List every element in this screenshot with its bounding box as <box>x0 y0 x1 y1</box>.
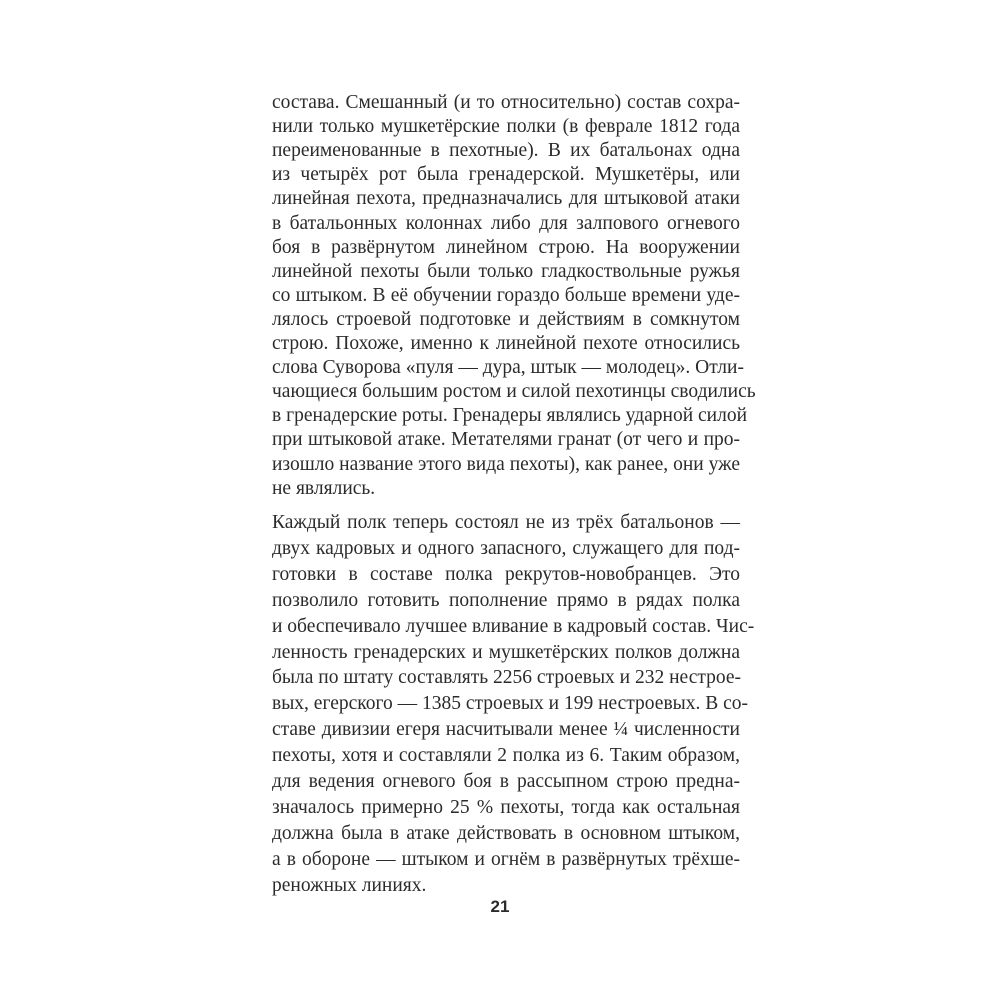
text-line: чающиеся большим ростом и силой пехотинцы сводились <box>272 381 756 403</box>
text-line: изошло название этого вида пехоты), как ранее, они уже <box>272 453 740 475</box>
text-line: линейная пехота, предназначались для штыковой атаки <box>272 188 740 210</box>
text-line: при штыковой атаке. Метателями гранат (от чего и про- <box>272 429 740 451</box>
text-line: вых, егерского — 1385 строевых и 199 нестроевых. В со- <box>272 693 749 715</box>
text-line: и обеспечивало лучшее вливание в кадровый состав. Чис- <box>272 615 755 637</box>
text-line: пехоты, хотя и составляли 2 полка из 6. Таким образом, <box>272 745 740 767</box>
text-line: боя в развёрнутом линейном строю. На вооружении <box>272 236 740 258</box>
text-line: строю. Похоже, именно к линейной пехоте относились <box>272 333 740 354</box>
text-line: готовки в составе полка рекрутов-новобранцев. Это <box>272 563 740 585</box>
text-line: ленность гренадерских и мушкетёрских полков должна <box>272 641 740 663</box>
text-line: для ведения огневого боя в рассыпном строю предна- <box>272 771 740 792</box>
text-line: двух кадровых и одного запасного, служащего для под- <box>272 537 740 559</box>
text-line: не являлись. <box>272 477 376 499</box>
text-line: должна была в атаке действовать в основном штыком, <box>272 822 740 844</box>
text-line: со штыком. В её обучении гораздо больше времени уде- <box>272 284 740 306</box>
text-line: значалось примерно 25 % пехоты, тогда как остальная <box>272 796 740 818</box>
text-line: позволило готовить пополнение прямо в рядах полка <box>272 589 740 611</box>
text-line: линейной пехоты были только гладкоствольные ружья <box>272 260 740 282</box>
text-line: нили только мушкетёрские полки (в феврале 1812 года <box>272 116 740 138</box>
text-line: была по штату составлять 2256 строевых и 232 нестрое- <box>272 667 741 689</box>
text-line: состава. Смешанный (и то относительно) состав сохра- <box>272 92 740 113</box>
text-line: в гренадерские роты. Гренадеры являлись ударной силой <box>272 405 748 427</box>
text-line: реножных линиях. <box>272 874 427 896</box>
text-line: из четырёх рот была гренадерской. Мушкетёры, или <box>272 164 740 186</box>
text-line: в батальонных колоннах либо для залпового огневого <box>272 212 740 234</box>
text-line: Каждый полк теперь состоял не из трёх батальонов — <box>272 512 740 533</box>
text-line: ставе дивизии егеря насчитывали менее ¼ численности <box>272 719 740 741</box>
text-line: а в обороне — штыком и огнём в развёрнутых трёхше- <box>272 848 740 870</box>
text-line: переименованные в пехотные). В их батальонах одна <box>272 140 740 162</box>
page-number: 21 <box>490 897 510 916</box>
text-line: лялось строевой подготовке и действиям в сомкнутом <box>272 308 740 330</box>
text-line: слова Суворова «пуля — дура, штык — молодец». Отли- <box>272 357 744 379</box>
